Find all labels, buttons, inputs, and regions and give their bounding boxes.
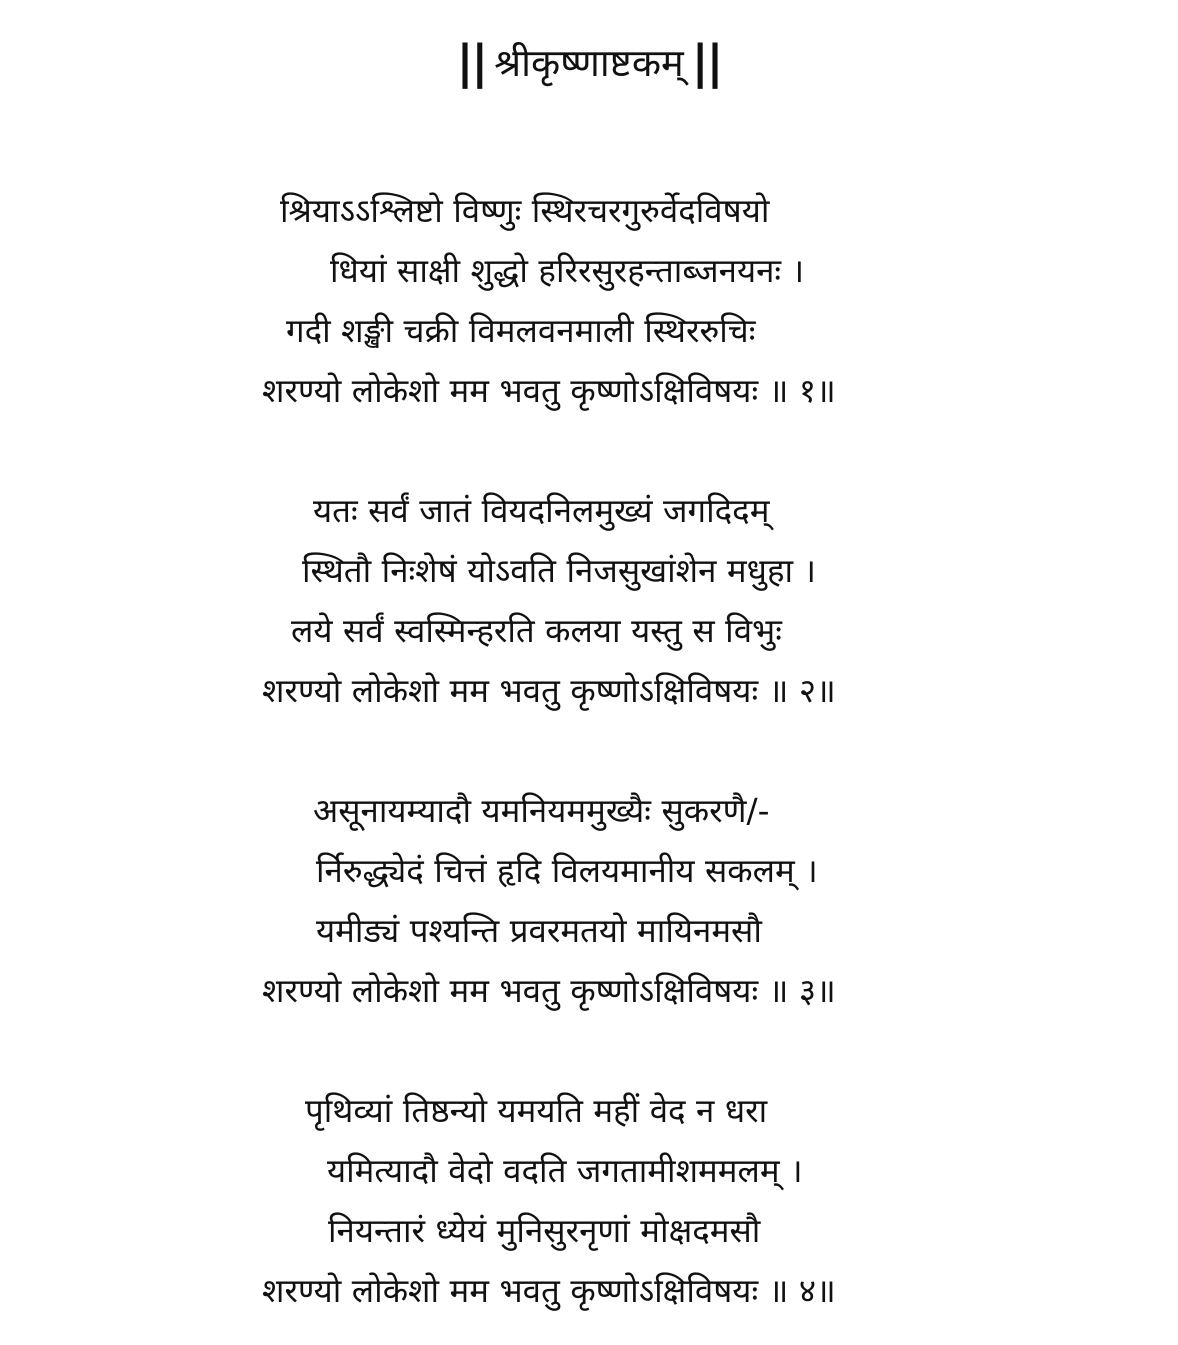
verse-refrain-line: शरण्यो लोकेशो मम भवतु कृष्णोऽक्षिविषयः ॥ १॥ [262,371,836,410]
verse-line: लये सर्वं स्वस्मिन्हरति कलया यस्तु स विभुः [291,611,782,650]
verse-line: यमित्यादौ वेदो वदति जगतामीशममलम् । [327,1151,803,1190]
verse-line: यमीड्यं पश्यन्ति प्रवरमतयो मायिनमसौ [316,911,762,950]
verse-refrain-line: शरण्यो लोकेशो मम भवतु कृष्णोऽक्षिविषयः ॥ ४॥ [262,1271,836,1310]
title-right-bars: || [691,35,722,89]
verse-line: पृथिव्यां तिष्ठन्यो यमयति महीं वेद न धरा [305,1091,768,1130]
verse-refrain-line: शरण्यो लोकेशो मम भवतु कृष्णोऽक्षिविषयः ॥ २॥ [262,671,836,710]
verse-line: र्निरुद्ध्येदं चित्तं हृदि विलयमानीय सकलम् । [316,851,818,890]
verse-line: असूनायम्यादौ यमनियममुख्यैः सुकरणै/- [313,791,770,830]
verse-line: धियां साक्षी शुद्धो हरिरसुरहन्ताब्जनयनः । [330,251,805,290]
verse-line: श्रियाऽऽश्लिष्टो विष्णुः स्थिरचरगुरुर्वेदविषयो [280,191,770,230]
title-left-bars: || [456,35,487,89]
verse-refrain-line: शरण्यो लोकेशो मम भवतु कृष्णोऽक्षिविषयः ॥ ३॥ [262,971,836,1010]
verse-line: यतः सर्वं जातं वियदनिलमुख्यं जगदिदम् [313,491,770,530]
document-title [0,32,1178,93]
verse-line: गदी शङ्खी चक्री विमलवनमाली स्थिररुचिः [286,311,756,350]
title-text: श्रीकृष्णाष्टकम् [494,41,684,85]
verse-line: नियन्तारं ध्येयं मुनिसुरनृणां मोक्षदमसौ [328,1211,761,1250]
verse-line: स्थितौ निःशेषं योऽवति निजसुखांशेन मधुहा । [302,551,817,590]
